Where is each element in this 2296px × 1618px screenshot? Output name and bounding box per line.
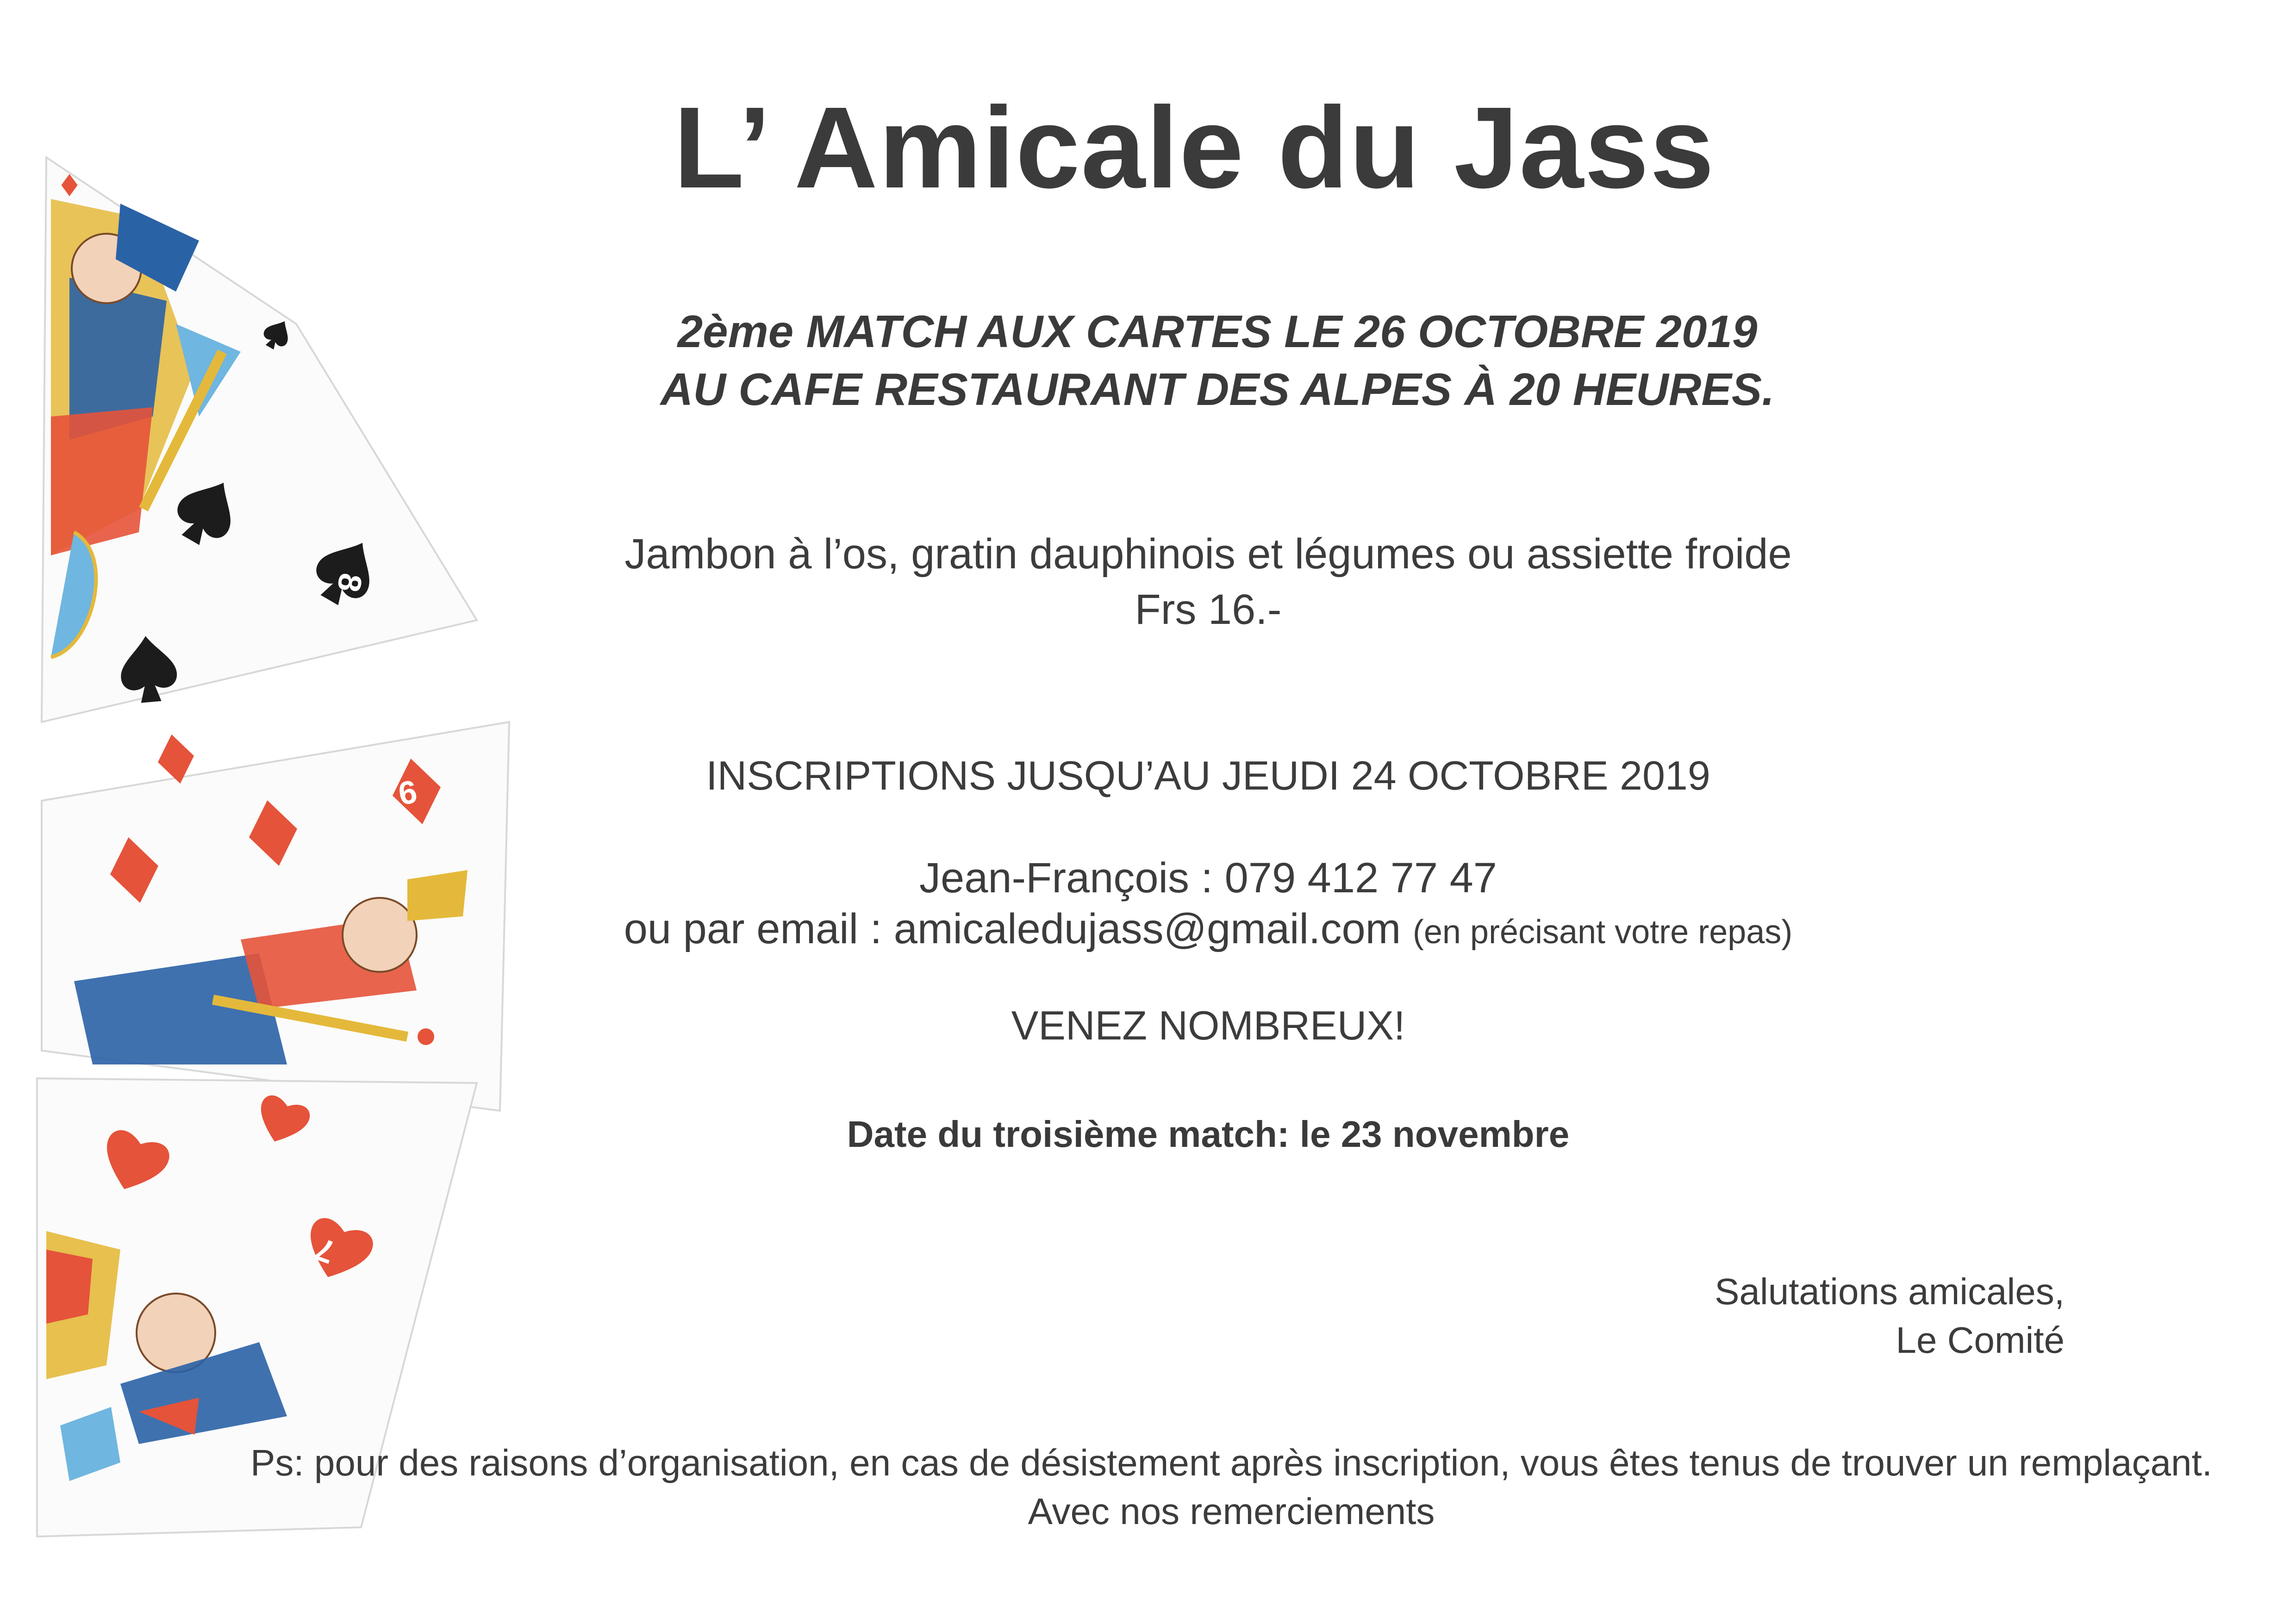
page-title: L’ Amicale du Jass — [673, 83, 1716, 212]
contact-email-note: (en précisant votre repas) — [1412, 914, 1793, 951]
playing-cards-illustration — [0, 0, 555, 1618]
closing-greeting: Salutations amicales, — [1715, 1271, 2065, 1312]
menu-description: Jambon à l’os, gratin dauphinois et légumes ou assiette froide — [624, 530, 1792, 578]
contact-email-line — [523, 905, 1893, 953]
registration-deadline: INSCRIPTIONS JUSQU’AU JEUDI 24 OCTOBRE 2019 — [706, 753, 1710, 798]
card-index-nine: 9 — [395, 773, 420, 812]
event-headline-line2: AU CAFE RESTAURANT DES ALPES À 20 HEURES. — [660, 364, 1775, 415]
closing-signature: Le Comité — [1896, 1319, 2065, 1361]
ps-note: Ps: pour des raisons d’organisation, en cas de désistement après inscription, vous êtes tenus de trouver un remplaçant. — [250, 1442, 2212, 1483]
card-spades — [42, 157, 477, 722]
ps-thanks: Avec nos remerciements — [1028, 1491, 1435, 1532]
next-match-date: Date du troisième match: le 23 novembre — [847, 1114, 1570, 1155]
menu-price: Frs 16.- — [1135, 586, 1282, 633]
card-index-eight: 8 — [330, 571, 369, 595]
card-index-seven: 7 — [310, 1231, 340, 1271]
event-headline-line1: 2ème MATCH AUX CARTES LE 26 OCTOBRE 2019 — [677, 306, 1758, 357]
card-diamonds — [42, 722, 509, 1111]
contact-email: ou par email : amicaledujass@gmail.com — [624, 905, 1401, 952]
call-to-action: VENEZ NOMBREUX! — [1011, 1002, 1405, 1048]
contact-phone: Jean-François : 079 412 77 47 — [919, 854, 1497, 902]
